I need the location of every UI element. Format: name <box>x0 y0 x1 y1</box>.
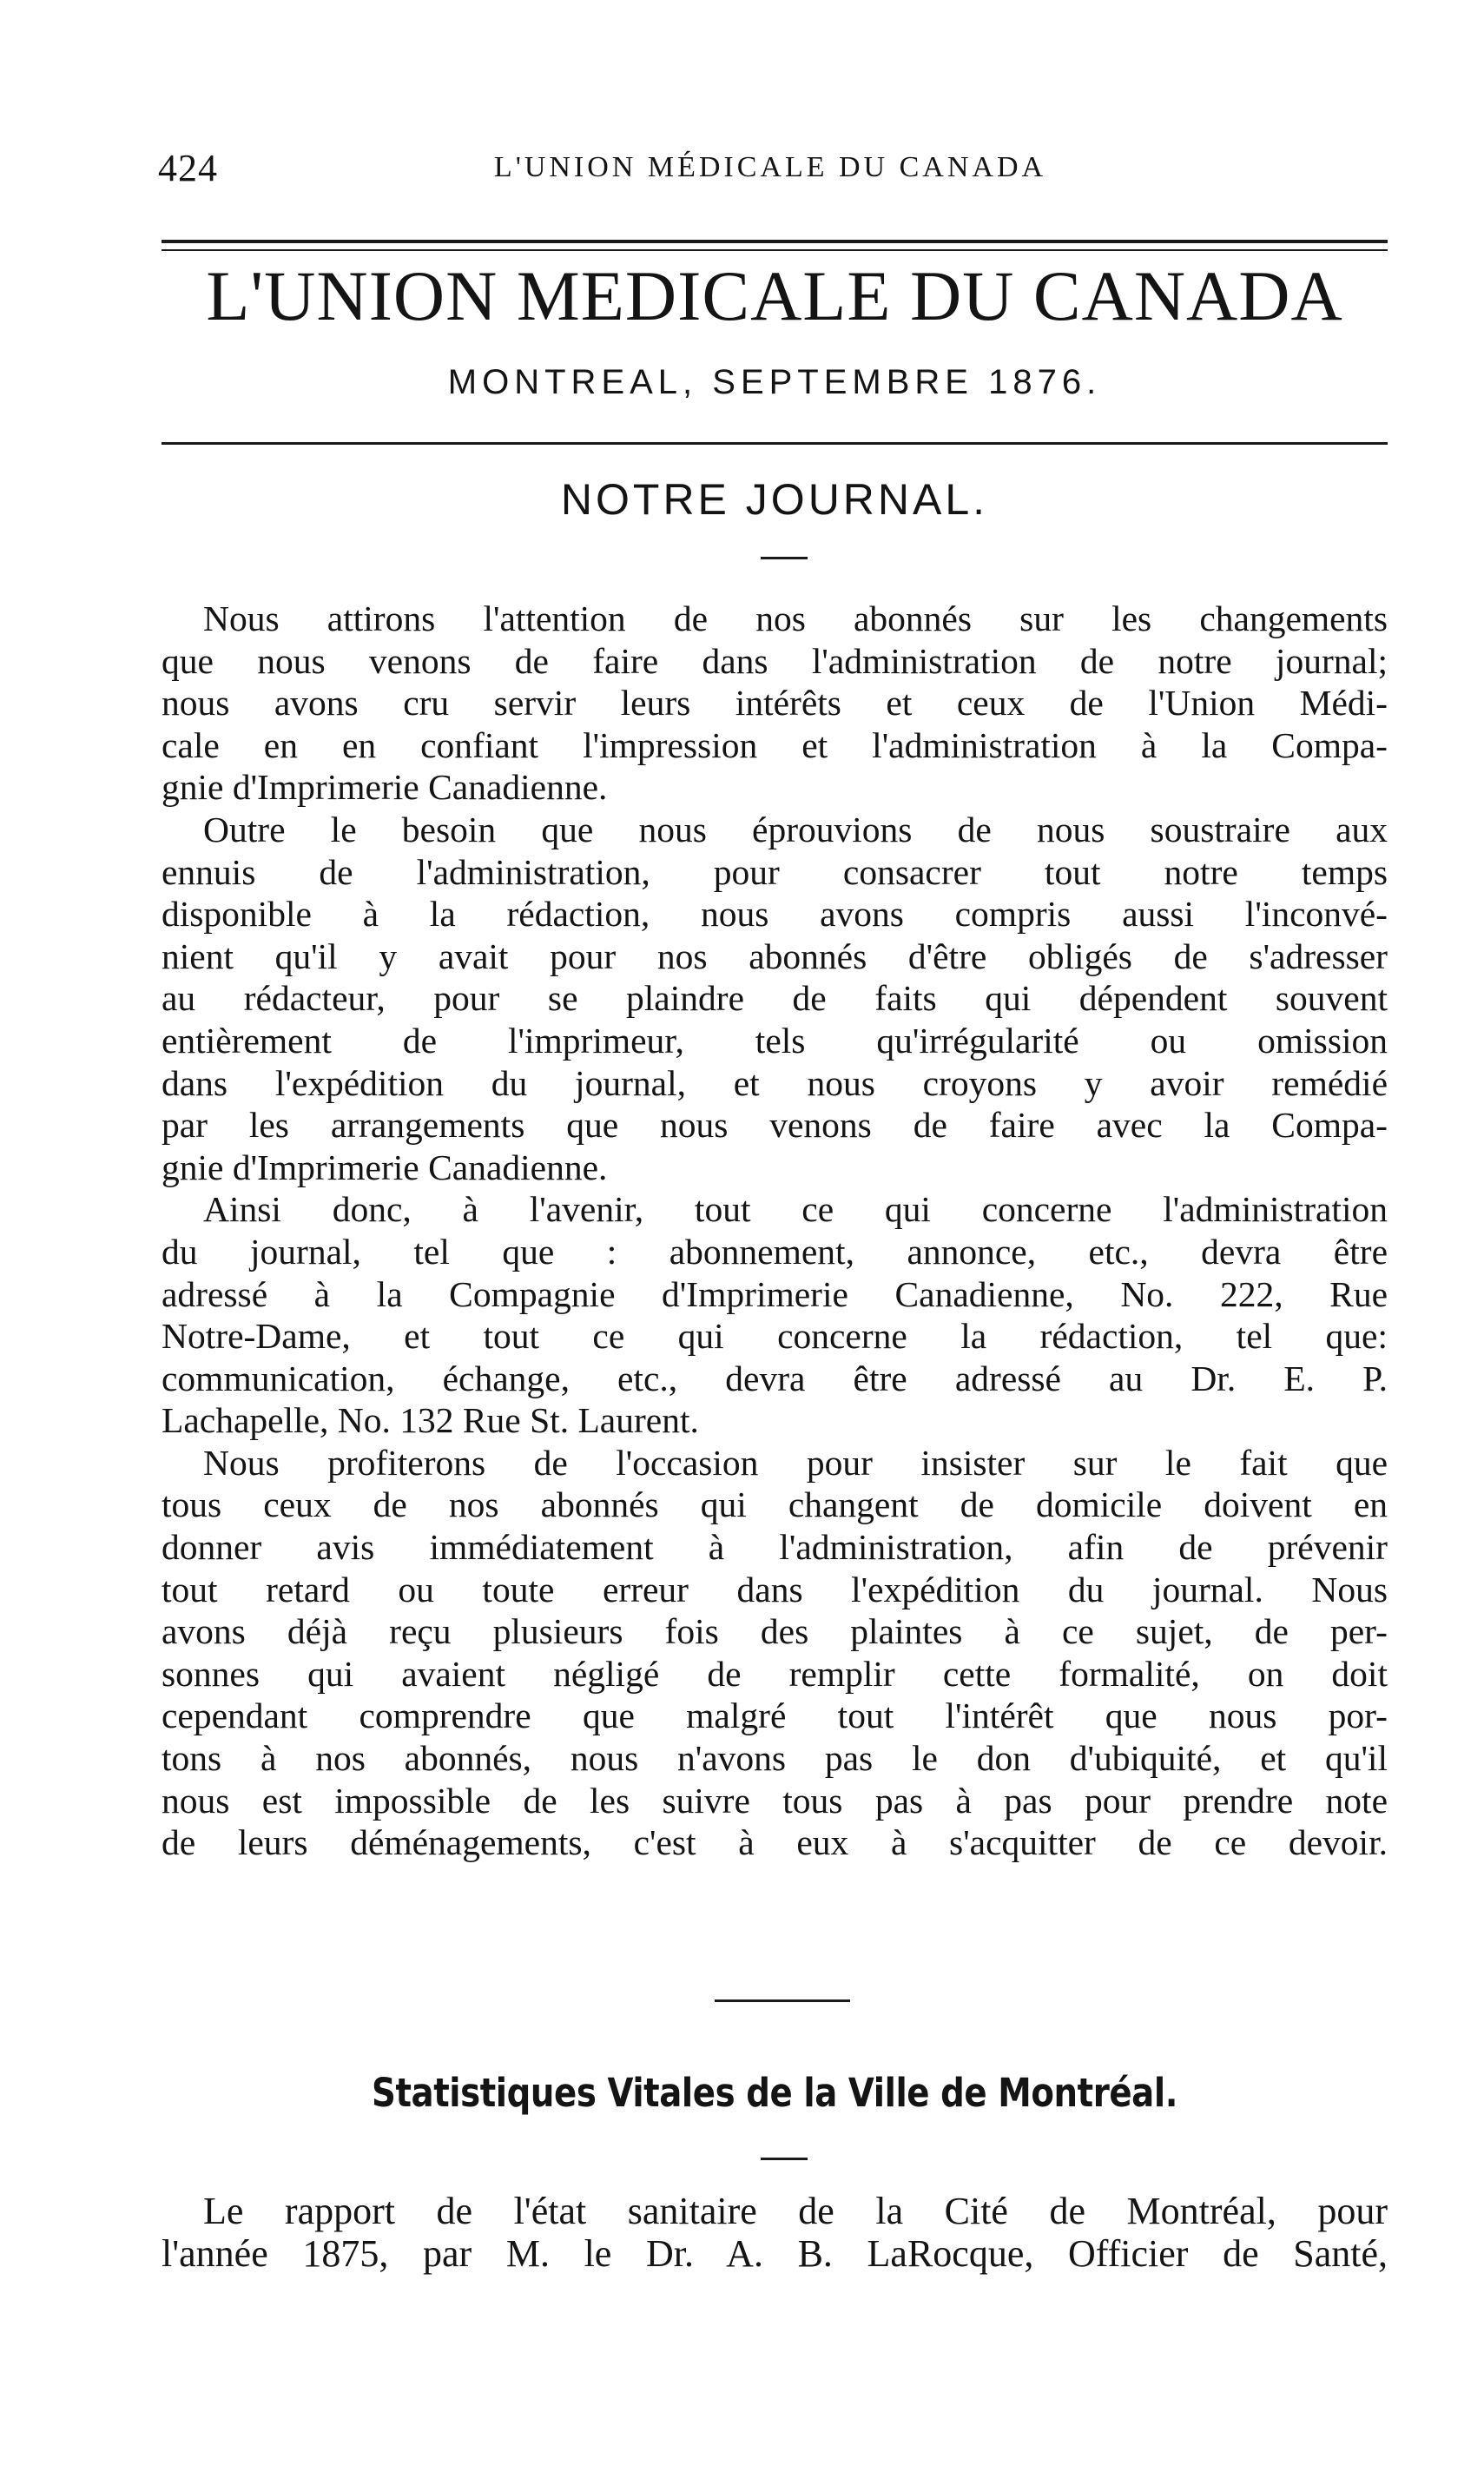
article-title: NOTRE JOURNAL. <box>560 475 989 524</box>
article-body <box>162 598 1388 1864</box>
text-line: communication, échange, etc., devra être adressé au Dr. E. P. <box>162 1358 1388 1398</box>
section-divider <box>715 1999 850 2002</box>
text-line: donner avis immédiatement à l'administration, afin de prévenir <box>162 1527 1388 1568</box>
running-title: L'UNION MÉDICALE DU CANADA <box>493 151 1047 183</box>
text-line: du journal, tel que : abonnement, annonce, etc., devra être <box>162 1231 1388 1272</box>
header-rule-thin <box>162 249 1388 251</box>
text-line: cependant comprendre que malgré tout l'intérêt que nous por- <box>162 1695 1388 1736</box>
text-line: gnie d'Imprimerie Canadienne. <box>162 1147 608 1187</box>
text-line: Notre-Dame, et tout ce qui concerne la rédaction, tel que: <box>162 1316 1388 1357</box>
paragraph <box>162 598 1388 809</box>
masthead-title: L'UNION MEDICALE DU CANADA <box>206 256 1343 335</box>
text-line: sonnes qui avaient négligé de remplir cette formalité, on doit <box>162 1653 1388 1694</box>
text-line: Outre le besoin que nous éprouvions de nous soustraire aux <box>203 809 1388 849</box>
title-dash <box>761 557 808 559</box>
text-line: cale en en confiant l'impression et l'administration à la Compa- <box>162 724 1388 765</box>
text-line: Lachapelle, No. 132 Rue St. Laurent. <box>162 1400 699 1441</box>
stats-section-body <box>162 2189 1388 2273</box>
paragraph <box>162 1188 1388 1442</box>
text-line: Ainsi donc, à l'avenir, tout ce qui concerne l'administration <box>203 1189 1388 1230</box>
paragraph <box>162 1442 1388 1864</box>
text-line: disponible à la rédaction, nous avons compris aussi l'inconvé- <box>162 894 1388 935</box>
header-rule-thick <box>162 240 1388 243</box>
stats-title-dash <box>761 2158 808 2160</box>
text-line: nient qu'il y avait pour nos abonnés d'être obligés de s'adresser <box>162 935 1388 976</box>
text-line: avons déjà reçu plusieurs fois des plaintes à ce sujet, de per- <box>162 1611 1388 1652</box>
text-line: Nous profiterons de l'occasion pour insister sur le fait que <box>203 1442 1388 1483</box>
text-line: que nous venons de faire dans l'administration de notre journal; <box>162 640 1388 681</box>
text-line: de leurs déménagements, c'est à eux à s'acquitter de ce devoir. <box>162 1822 1388 1863</box>
masthead-rule <box>162 442 1388 445</box>
text-line: l'année 1875, par M. le Dr. A. B. LaRocque, Officier de Santé, <box>162 2231 1388 2275</box>
running-head <box>158 146 1382 198</box>
text-line: dans l'expédition du journal, et nous croyons y avoir remédié <box>162 1062 1388 1103</box>
text-line: gnie d'Imprimerie Canadienne. <box>162 767 608 808</box>
text-line: ennuis de l'administration, pour consacrer tout notre temps <box>162 851 1388 892</box>
text-line: au rédacteur, pour se plaindre de faits qui dépendent souvent <box>162 978 1388 1019</box>
text-line: entièrement de l'imprimeur, tels qu'irrégularité ou omission <box>162 1020 1388 1061</box>
stats-section-title: Statistiques Vitales de la Ville de Montréal. <box>372 2070 1177 2116</box>
text-line: Nous attirons l'attention de nos abonnés sur les changements <box>203 598 1388 638</box>
paragraph <box>162 809 1388 1188</box>
text-line: Le rapport de l'état sanitaire de la Cité de Montréal, pour <box>203 2190 1388 2232</box>
text-line: tons à nos abonnés, nous n'avons pas le don d'ubiquité, et qu'il <box>162 1738 1388 1779</box>
text-line: nous avons cru servir leurs intérêts et ceux de l'Union Médi- <box>162 683 1388 724</box>
masthead-dateline: MONTREAL, SEPTEMBRE 1876. <box>447 363 1102 401</box>
text-line: nous est impossible de les suivre tous pas à pas pour prendre note <box>162 1780 1388 1821</box>
text-line: tout retard ou toute erreur dans l'expédition du journal. Nous <box>162 1569 1388 1609</box>
text-line: adressé à la Compagnie d'Imprimerie Canadienne, No. 222, Rue <box>162 1273 1388 1314</box>
page-number: 424 <box>158 147 218 189</box>
text-line: tous ceux de nos abonnés qui changent de domicile doivent en <box>162 1484 1388 1525</box>
text-line: par les arrangements que nous venons de faire avec la Compa- <box>162 1105 1388 1146</box>
